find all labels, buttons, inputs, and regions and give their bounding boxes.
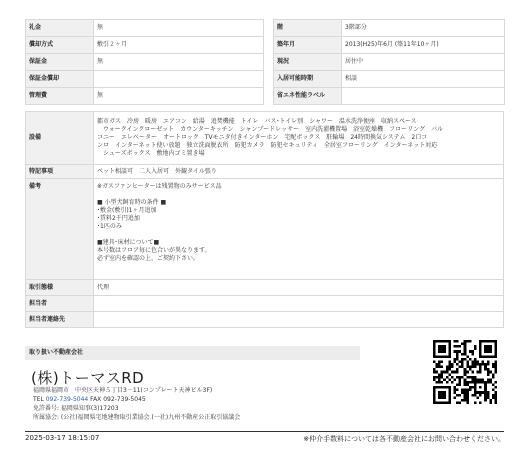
footer-divider xyxy=(25,431,504,432)
company-phone-line xyxy=(33,396,146,404)
summary-left-value: 無 xyxy=(94,88,264,105)
summary-left-value: 敷引２ヶ月 xyxy=(94,37,264,54)
summary-row xyxy=(26,37,505,54)
remarks-line: ※ガスファンヒーターは残置物のみサービス品 xyxy=(97,183,222,190)
remarks-line: ･賃料2千円追加 xyxy=(97,215,140,222)
footer-date: 2025-03-17 18:15:07 xyxy=(25,434,100,442)
summary-right-label: 築年月 xyxy=(274,37,342,54)
summary-gap xyxy=(264,20,274,37)
special-notes-value: ペット相談可 二人入居可 外観タイル張り xyxy=(94,165,504,179)
summary-right-label: 省エネ性能ラベル xyxy=(274,88,342,105)
remarks-line: ･1匹のみ xyxy=(97,223,122,230)
equipment-line: ンロ インターネット使い放題 独立洗面脱衣所 防犯カメラ 防犯セキュリティ 全居室フローリング インターネット対応 xyxy=(97,142,438,149)
summary-right-value xyxy=(342,88,505,105)
remarks-line: ■建具･床材について■ xyxy=(97,239,160,246)
transaction-type-value: 代理 xyxy=(94,280,504,296)
summary-left-label: 礼金 xyxy=(26,20,94,37)
footer-note: ※仲介手数料については各不動産会社にお問い合わせください。 xyxy=(303,435,505,443)
equipment-line: コニー エレベーター オートロック TVモニタ付きインターホン 宅配ボックス 駐輪場 24時間換気システム 2口コ xyxy=(97,134,428,141)
remarks-line: ■ 小型犬飼育時の条件 ■ xyxy=(97,199,167,206)
summary-right-label: 階 xyxy=(274,20,342,37)
summary-gap xyxy=(264,54,274,71)
company-name: (株)トーマスRD xyxy=(31,369,145,387)
summary-left-label: 管理費 xyxy=(26,88,94,105)
summary-row xyxy=(26,54,505,71)
equipment-line: 都市ガス 冷房 暖房 エアコン 給湯 追焚機能 トイレ バス･トイレ別 シャワー 温水洗浄便座 収納スペース xyxy=(97,118,417,125)
remarks-line xyxy=(97,231,500,239)
summary-right-value: 2013(H25)年6月 (築11年10ヶ月) xyxy=(342,37,505,54)
equipment-value xyxy=(94,112,504,165)
summary-gap xyxy=(264,88,274,105)
remarks-lines xyxy=(97,183,500,263)
fax-number: FAX 092-739-5045 xyxy=(90,396,146,403)
summary-right-value: 居住中 xyxy=(342,54,505,71)
remarks-line: 本号数はフロア毎に色合いが異なります。 xyxy=(97,247,211,254)
staff-value xyxy=(94,296,504,312)
summary-left-value: 無 xyxy=(94,20,264,37)
summary-right-label: 入居可能時期 xyxy=(274,71,342,88)
equipment-line: ウォークインクローゼット カウンターキッチン シャンプードレッサー 室内洗濯機置場 浴室乾燥機 フローリング バル xyxy=(97,126,443,133)
transaction-type-label: 取引態様 xyxy=(26,280,94,296)
summary-right-value: 相談 xyxy=(342,71,505,88)
equipment-line: シューズボックス 敷地内ゴミ置き場 xyxy=(97,150,205,157)
summary-gap xyxy=(264,37,274,54)
association: 所属協会: (公社)福岡県宅地建物取引業協会 (一社)九州不動産公正取引協議会 xyxy=(33,414,241,421)
summary-left-label: 償却方式 xyxy=(26,37,94,54)
summary-gap xyxy=(264,71,274,88)
staff-contact-label: 担当者連絡先 xyxy=(26,312,94,328)
remarks-line: 必ず室内を確認の上、ご契約下さい。 xyxy=(97,255,200,262)
company-address: 福岡県福岡市 中央区天神５丁目3－11(コンプレート天神ビル3F) xyxy=(33,387,213,394)
summary-right-value: 3階部分 xyxy=(342,20,505,37)
summary-left-value xyxy=(94,71,264,88)
staff-contact-value xyxy=(94,312,504,328)
tel-label: TEL xyxy=(33,396,44,403)
summary-right-label: 現況 xyxy=(274,54,342,71)
remarks-value xyxy=(94,179,504,280)
summary-row xyxy=(26,71,505,88)
license-number: 免許番号: 福岡県知事(3)17203 xyxy=(33,405,119,412)
staff-label: 担当者 xyxy=(26,296,94,312)
property-summary-table xyxy=(25,19,505,105)
summary-left-label: 保証金償却 xyxy=(26,71,94,88)
summary-left-value: 無 xyxy=(94,54,264,71)
property-details-table xyxy=(25,111,504,328)
summary-row xyxy=(26,20,505,37)
remarks-line xyxy=(97,191,500,199)
qr-code xyxy=(433,340,497,404)
special-notes-label: 特記事項 xyxy=(26,165,94,179)
remarks-line: ･敷金(敷引)1ヶ月追加 xyxy=(97,207,157,214)
tel-link[interactable]: 092-739-5044 xyxy=(45,396,89,403)
summary-left-label: 保証金 xyxy=(26,54,94,71)
summary-row xyxy=(26,88,505,105)
remarks-label: 備考 xyxy=(26,179,94,280)
agent-section-title: 取り扱い不動産会社 xyxy=(25,346,360,360)
equipment-label: 設備 xyxy=(26,112,94,165)
